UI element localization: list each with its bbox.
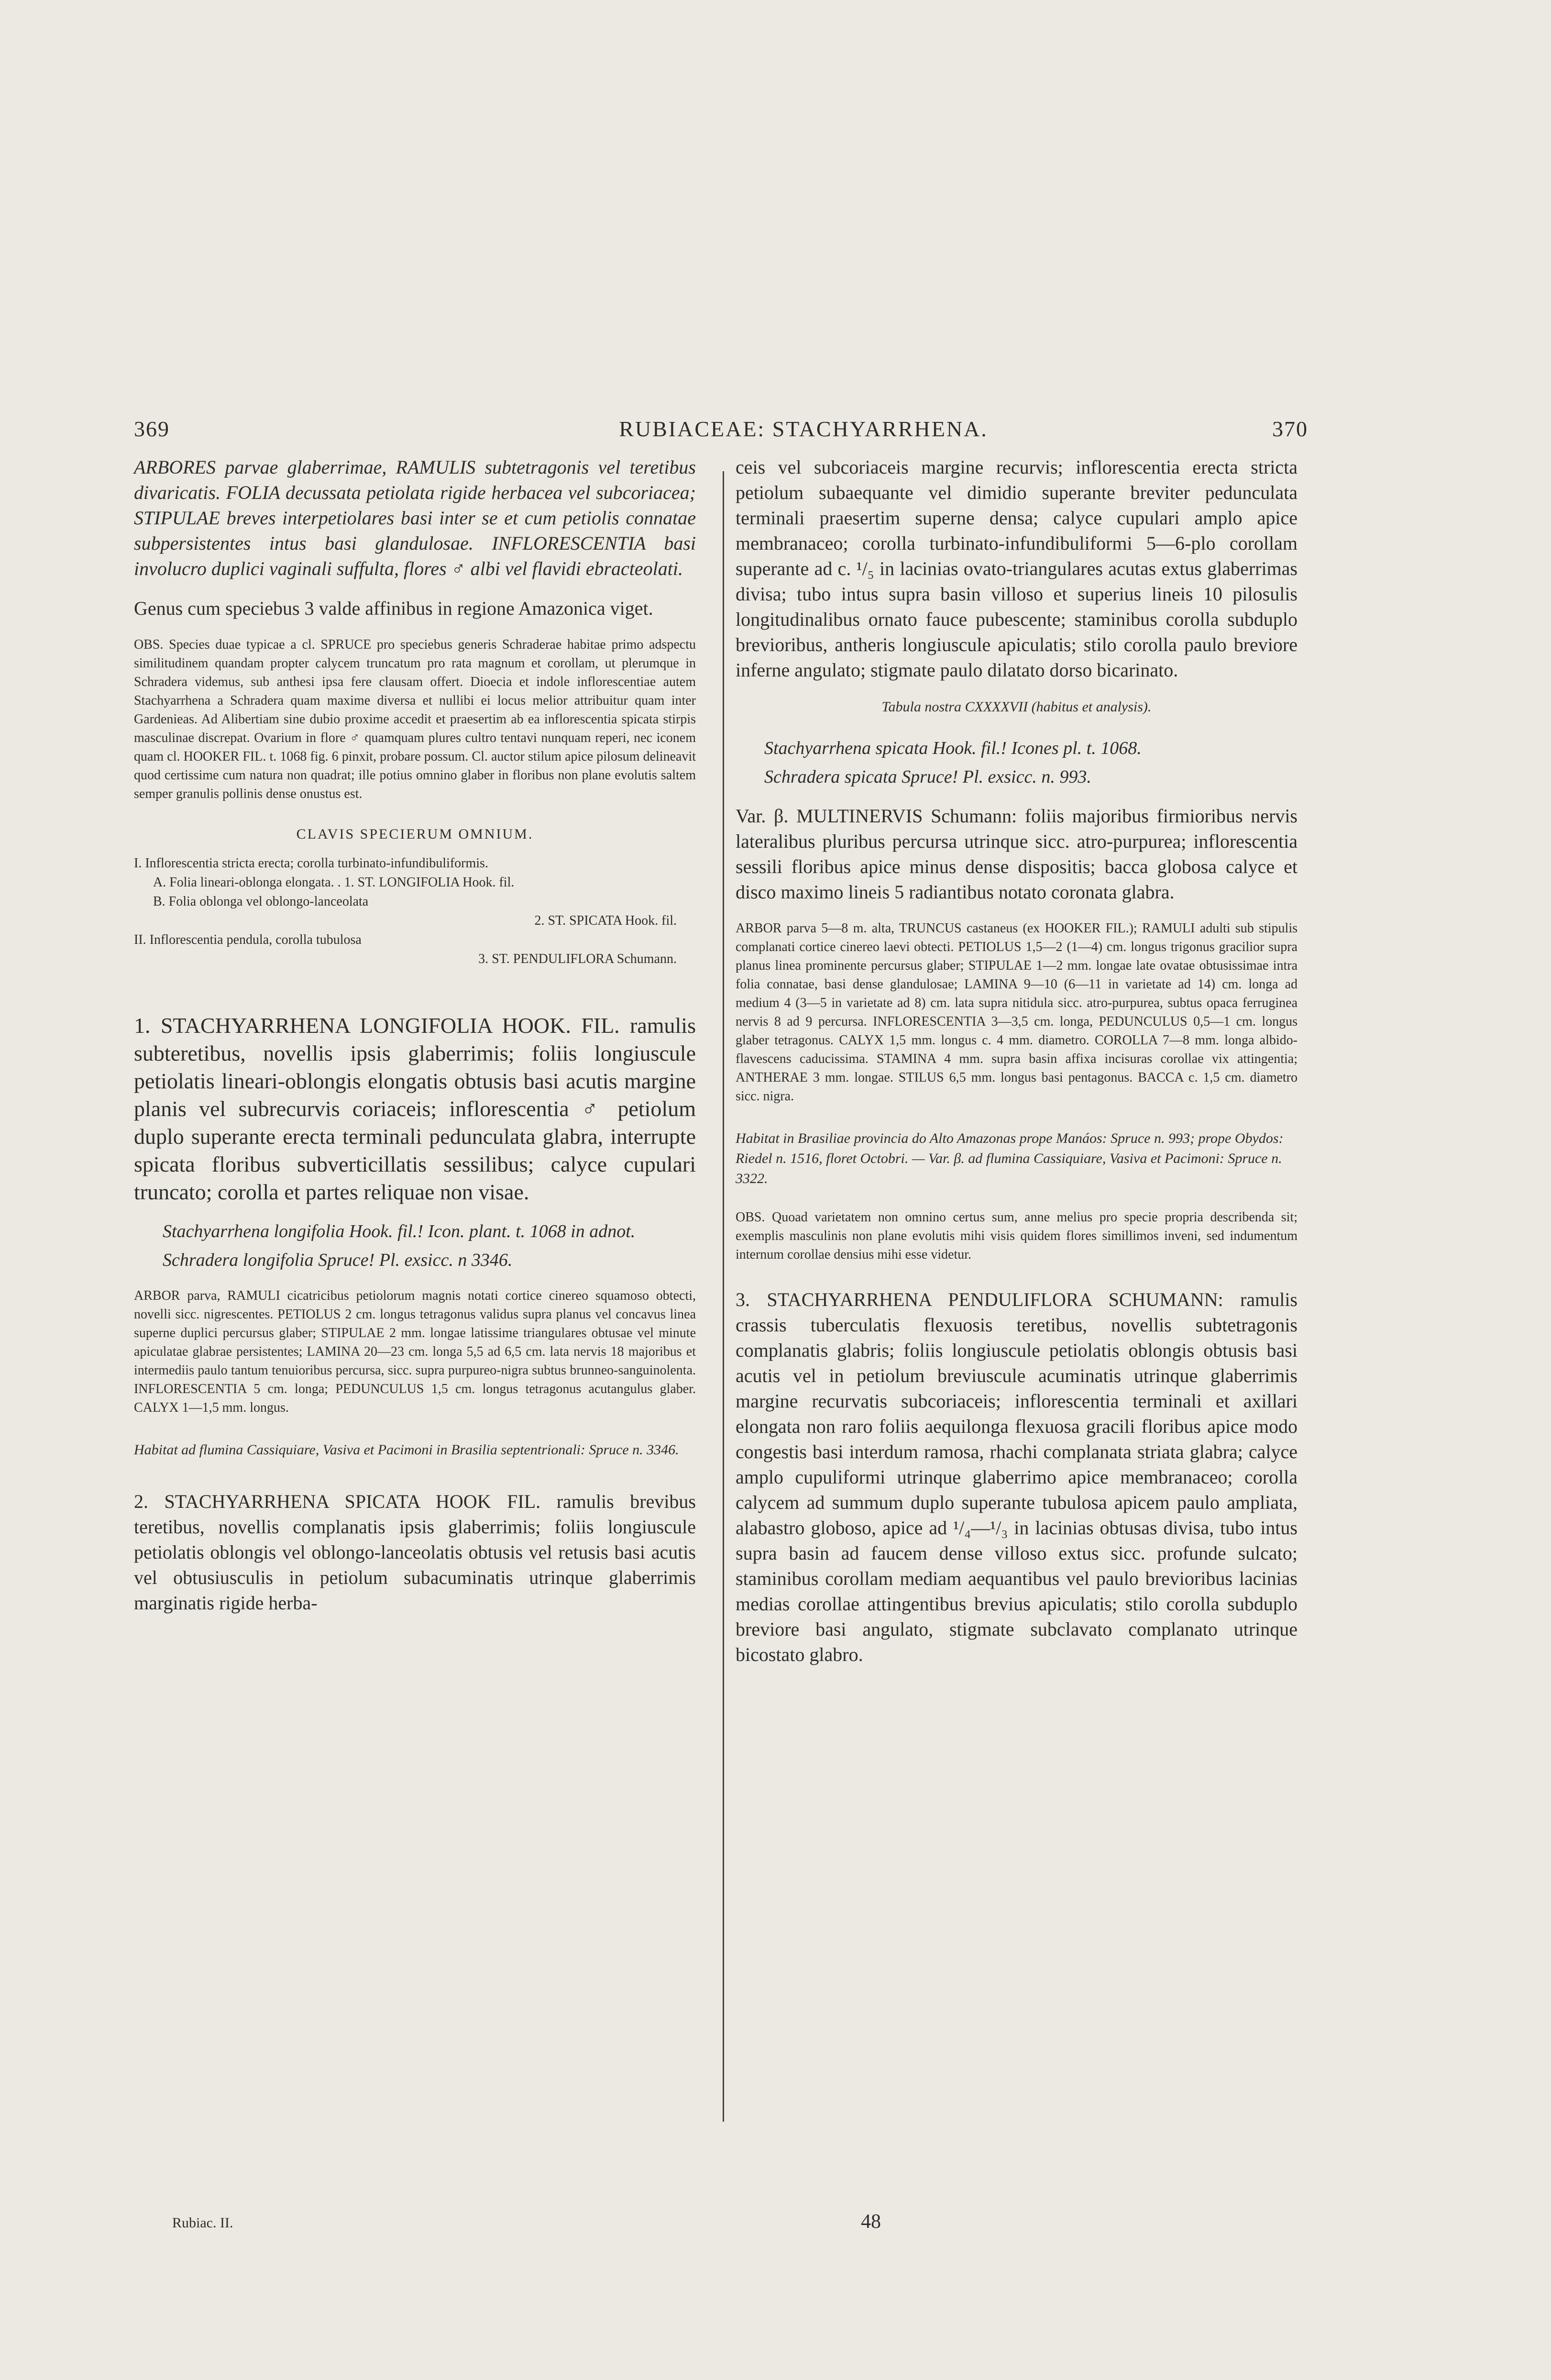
variety-details: ARBOR parva 5—8 m. alta, TRUNCUS castaneus (ex HOOKER FIL.); RAMULI adulti sub stipulis complanati cortice cinereo laevi obtecti. PETIOLUS 1,5—2 (1—4) cm. longus trigonus gracilior supra planus linea prominente percursus glaber; STIPULAE 1—2 mm. longae late ovatae obtusissimae intra folia connatae, basi dense glandulosae; LAMINA 9—10 (6—11 in varietate ad 14) cm. longa ad medium 4 (3—5 in varietate ad 8) cm. lata supra nitidula sicc. atro-purpurea, subtus opaca ferruginea nervis 8 ad 9 percursa. INFLORESCENTIA 3—3,5 cm. longa, PEDUNCULUS 0,5—1 cm. longus glaber tetragonus. CALYX 1,5 mm. longus c. 4 mm. diametro. COROLLA 7—8 mm. longa albido-flavescens caducissima. STAMINA 4 mm. supra basin affixa incisuras corollae vix attingentia; ANTHERAE 3 mm. longae. STILUS 6,5 mm. longus basi pentagonus. BACCA c. 1,5 cm. diametro sicc. nigra. xyxy=(736,921,1298,1104)
key-line-b2: 2. ST. SPICATA Hook. fil. xyxy=(534,913,677,928)
page-number-left: 369 xyxy=(134,417,170,441)
species-2-continuation: ceis vel subcoriaceis margine recurvis; inflorescentia erecta stricta petiolum subaequante vel dimidio superante breviter pedunculata terminali praesertim superne densa; calyce cupulari amplo apice membranaceo; corolla turbinato-infundibuliformi 5—6-plo corollam superante ad c. ¹/₅ in lacinias ovato-triangulares acutas extus glaberrimas divisa; tubo intus supra basin villoso et superius lineis 10 pilosulis longitudinalibus ornato fauce pubescente; staminibus corolla subduplo brevioribus, antheris longiuscule apiculatis; stilo corolla paulo breviore inferne angulato; stigmate paulo dilatato dorso bicarinato. xyxy=(736,456,1298,681)
species-1-description: 1. STACHYARRHENA LONGIFOLIA HOOK. FIL. ramulis subteretibus, novellis ipsis glaberrimis; foliis longiuscule petiolatis lineari-oblongis elongatis obtusis basi acutis margine planis vel subrecurvis coriaceis; inflorescentia ♂ petiolum duplo superante erecta terminali pedunculata glabra, interrupte spicata floribus subverticillatis sessilibus; calyce cupulari truncato; corolla et partes reliquae non visae. xyxy=(134,1013,696,1204)
variety-observation: OBS. Quoad varietatem non omnino certus sum, anne melius pro specie propria describenda sit; exemplis masculinis non plane evolutis mihi visis quidem flores simillimos inveni, sed indumentum internum corollae densius mihi esse videtur. xyxy=(736,1210,1298,1262)
plate-reference: Tabula nostra CXXXXVII (habitus et analysis). xyxy=(881,699,1152,715)
species-1-details: ARBOR parva, RAMULI cicatricibus petiolorum magnis notati cortice cinereo squamoso obtecti, novelli sicc. nigrescentes. PETIOLUS 2 cm. longus tetragonus validus supra planus vel concavus linea superne duplici percursus glaber; STIPULAE 2 mm. longae latissime triangulares obtusae vel minute apiculatae glabrae persistentes; LAMINA 20—23 cm. longa 5,5 ad 6,5 cm. lata nervis 18 majoribus et intermediis paulo tantum tenuioribus percursa, sicc. supra purpureo-nigra subtus brunneo-sanguinolenta. INFLORESCENTIA 5 cm. longa; PEDUNCULUS 1,5 cm. longus tetragonus acutangulus glaber. CALYX 1—1,5 mm. longus. xyxy=(134,1288,696,1415)
species-2-description: 2. STACHYARRHENA SPICATA HOOK FIL. ramulis brevibus teretibus, novellis complanatis ipsis glaberrimis; foliis longiuscule petiolatis oblongis vel oblongo-lanceolatis obtusis vel retusis basi acutis vel obtusiusculis in petiolum subacuminatis utrinque glaberrimis marginatis rigide herba- xyxy=(134,1491,696,1614)
footer-left: Rubiac. II. xyxy=(172,2215,233,2231)
key-line-2b: 3. ST. PENDULIFLORA Schumann. xyxy=(478,952,677,966)
variety-description: Var. β. MULTINERVIS Schumann: foliis majoribus firmioribus nervis lateralibus pluribus percursa utrinque sicc. atro-purpurea; inflorescentia sessili floribus apice minus dense dispositis; bacca globosa calyce et disco maximo lineis 5 radiantibus notato coronata glabra. xyxy=(736,805,1298,903)
key-line-a: A. Folia lineari-oblonga elongata. . 1. ST. LONGIFOLIA Hook. fil. xyxy=(153,875,515,890)
observation-note: OBS. Species duae typicae a cl. SPRUCE pro speciebus generis Schraderae habitae primo adspectu similitudinem quandam propter calycem truncatum pro rata magnum et corollam, ut plerumque in Schradera videmus, sub anthesi ipsa fere clausam offert. Dioecia et indole inflorescentiae autem Stachyarrhena a Schradera quam maxime diversa et nullibi ei locus melior attribuitur quam inter Gardenieas. Ad Alibertiam sine dubio proxime accedit et praesertim ab ea inflorescentia spicata stirpis masculinae discrepat. Ovarium in flore ♂ quamquam plures cultro tentavi nunquam reperi, nec iconem quam cl. HOOKER FIL. t. 1068 fig. 6 pinxit, probare possum. Cl. auctor stilum apice pilosum delineavit quod certissime cum natura non quadrat; ille potius omnino glaber in floribus non plane evolutis saltem semper granulis pollinis dense onustus est. xyxy=(134,637,696,801)
genus-description: ARBORES parvae glaberrimae, RAMULIS subtetragonis vel teretibus divaricatis. FOLIA decussata petiolata rigide herbacea vel subcoriacea; STIPULAE breves interpetiolares basi inter se et cum petiolis connatae subpersistentes intus basi glandulosae. INFLORESCENTIA basi involucro duplici vaginali suffulta, flores ♂ albi vel flavidi ebracteolati. xyxy=(134,456,696,579)
column-divider xyxy=(723,471,724,2122)
key-line-2: II. Inflorescentia pendula, corolla tubulosa xyxy=(134,932,362,947)
species-2-reference-1: Stachyarrhena spicata Hook. fil.! Icones pl. t. 1068. xyxy=(764,738,1142,758)
species-2-reference-2: Schradera spicata Spruce! Pl. exsicc. n. 993. xyxy=(764,767,1091,787)
genus-distribution: Genus cum speciebus 3 valde affinibus in regione Amazonica viget. xyxy=(134,598,653,619)
running-title: RUBIACEAE: STACHYARRHENA. xyxy=(619,417,988,441)
key-line-1: I. Inflorescentia stricta erecta; corolla turbinato-infundibuliformis. xyxy=(134,856,488,871)
key-title: CLAVIS SPECIERUM OMNIUM. xyxy=(296,826,534,842)
species-1-reference-2: Schradera longifolia Spruce! Pl. exsicc. n 3346. xyxy=(163,1250,513,1270)
species-3-description: 3. STACHYARRHENA PENDULIFLORA SCHUMANN: ramulis crassis tuberculatis flexuosis teretibus, novellis subtetragonis complanatis glabris; foliis longiuscule petiolatis oblongis obtusis basi acutis vel in petiolum breviuscule acuminatis utrinque glaberrimis margine recurvatis subcoriaceis; inflorescentia terminali et axillari elongata non raro foliis aequilonga flexuosa gracili floribus apice modo congestis basi interdum ramosa, rhachi complanata striata glabra; calyce amplo cupuliformi utrinque glaberrimo apice membranaceo; corolla calycem ad summum duplo superante tubulosa apicem paulo ampliata, alabastro globoso, apice ad ¹/₄—¹/₃ in lacinias obtusas divisa, tubo intus supra basin ad faucem dense villoso extus sicc. profunde sulcato; staminibus corollam mediam aequantibus vel paulo brevioribus lacinias medias corollae attingentibus brevius apiculatis; stilo corolla subduplo breviore basi angulato, stigmate subclavato complanato utrinque bicostato glabro. xyxy=(736,1289,1298,1665)
key-line-b: B. Folia oblonga vel oblongo-lanceolata xyxy=(153,894,369,909)
species-1-reference-1: Stachyarrhena longifolia Hook. fil.! Icon. plant. t. 1068 in adnot. xyxy=(163,1221,636,1241)
right-column xyxy=(736,454,1298,1682)
species-1-habitat: Habitat ad flumina Cassiquiare, Vasiva et Pacimoni in Brasilia septentrionali: Spruce n. 3346. xyxy=(134,1442,679,1458)
left-column xyxy=(134,454,696,1616)
variety-habitat: Habitat in Brasiliae provincia do Alto Amazonas prope Manáos: Spruce n. 993; prope Obydos: Riedel n. 1516, floret Octobri. — Var. β. ad flumina Cassiquiare, Vasiva et Pacimoni: Spruce n. 3322. xyxy=(736,1130,1284,1186)
signature-mark: 48 xyxy=(861,2211,881,2233)
page-number-right: 370 xyxy=(1272,417,1308,441)
